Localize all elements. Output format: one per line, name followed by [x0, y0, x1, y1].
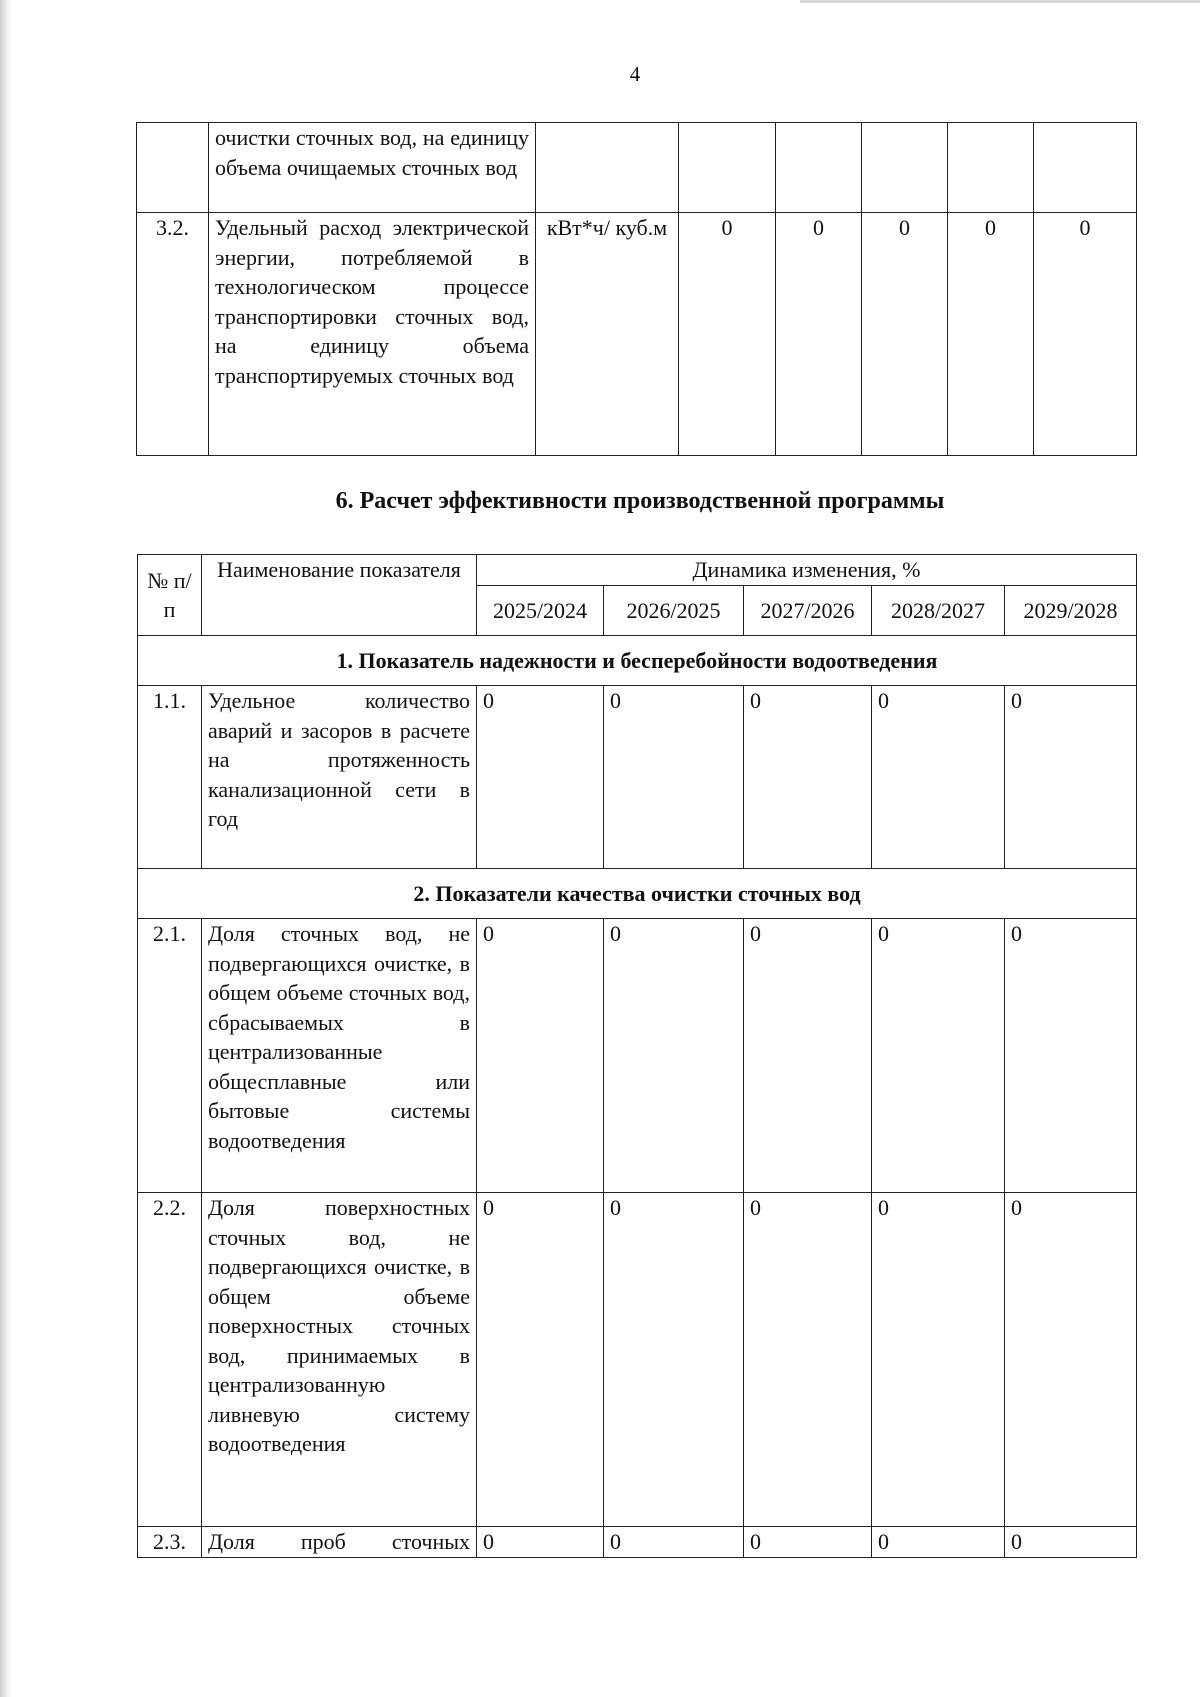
row-number [137, 123, 209, 213]
period-header: 2025/2024 [477, 586, 604, 636]
value-cell: 0 [744, 1527, 872, 1558]
unit: кВт*ч/ куб.м [536, 213, 679, 456]
value-cell: 0 [744, 686, 872, 869]
header-dynamics: Динамика изменения, % [477, 555, 1137, 586]
value-cell: 0 [1005, 686, 1137, 869]
period-header: 2026/2025 [604, 586, 744, 636]
section-heading: 1. Показатель надежности и бесперебойности водоотведения [138, 636, 1137, 686]
value-cell: 0 [604, 919, 744, 1193]
table-row [138, 1193, 1137, 1527]
value-cell: 0 [744, 919, 872, 1193]
row-number: 2.3. [138, 1527, 202, 1558]
indicator-name: Доля сточных вод, не подвергающихся очистке, в общем объеме сточных вод, сбрасываемых в централизованные общесплавные или бытовые системы водоотведения [202, 919, 477, 1193]
period-header: 2028/2027 [872, 586, 1005, 636]
row-number: 2.2. [138, 1193, 202, 1527]
value-cell: 0 [1005, 1527, 1137, 1558]
value-cell: 0 [872, 686, 1005, 869]
section-row [138, 636, 1137, 686]
period-header: 2029/2028 [1005, 586, 1137, 636]
indicator-name: Удельное количество аварий и засоров в расчете на протяженность канализационной сети в год [202, 686, 477, 869]
table-row [137, 123, 1137, 213]
table-row [138, 1527, 1137, 1558]
value-cell: 0 [1005, 919, 1137, 1193]
value-cell: 0 [604, 686, 744, 869]
value-cell [862, 123, 948, 213]
page-number: 4 [629, 62, 641, 86]
value-cell [948, 123, 1034, 213]
header-row [138, 555, 1137, 586]
table-row [138, 919, 1137, 1193]
row-number: 3.2. [137, 213, 209, 456]
value-cell: 0 [477, 686, 604, 869]
table-row [137, 213, 1137, 456]
value-cell: 0 [1005, 1193, 1137, 1527]
value-cell: 0 [872, 919, 1005, 1193]
value-cell: 0 [1034, 213, 1137, 456]
value-cell: 0 [679, 213, 776, 456]
header-name: Наименование показателя [202, 555, 477, 636]
value-cell: 0 [477, 919, 604, 1193]
table-row [138, 686, 1137, 869]
indicator-name: Удельный расход электрической энергии, потребляемой в технологическом процессе транспортировки сточных вод, на единицу объема транспортируемых сточных вод [209, 213, 536, 456]
value-cell: 0 [604, 1193, 744, 1527]
period-header: 2027/2026 [744, 586, 872, 636]
unit [536, 123, 679, 213]
scan-edge-top [800, 0, 1200, 3]
indicator-name: очистки сточных вод, на единицу объема очищаемых сточных вод [209, 123, 536, 213]
value-cell [1034, 123, 1137, 213]
header-num: № п/п [138, 555, 202, 636]
value-cell: 0 [477, 1527, 604, 1558]
section-heading: 2. Показатели качества очистки сточных вод [138, 869, 1137, 919]
value-cell [679, 123, 776, 213]
value-cell [776, 123, 862, 213]
indicator-name: Доля поверхностных сточных вод, не подвергающихся очистке, в общем объеме поверхностных сточных вод, принимаемых в централизованную ливневую систему водоотведения [202, 1193, 477, 1527]
efficiency-table [137, 554, 1137, 1558]
value-cell: 0 [744, 1193, 872, 1527]
value-cell: 0 [862, 213, 948, 456]
value-cell: 0 [948, 213, 1034, 456]
value-cell: 0 [872, 1193, 1005, 1527]
value-cell: 0 [604, 1527, 744, 1558]
section-title: 6. Расчет эффективности производственной программы [335, 488, 945, 514]
section-row [138, 869, 1137, 919]
row-number: 1.1. [138, 686, 202, 869]
row-number: 2.1. [138, 919, 202, 1193]
indicators-table-continued [136, 122, 1137, 456]
value-cell: 0 [872, 1527, 1005, 1558]
value-cell: 0 [477, 1193, 604, 1527]
scan-edge-shadow [0, 0, 12, 1697]
indicator-name: Доля проб сточных [202, 1527, 477, 1558]
value-cell: 0 [776, 213, 862, 456]
